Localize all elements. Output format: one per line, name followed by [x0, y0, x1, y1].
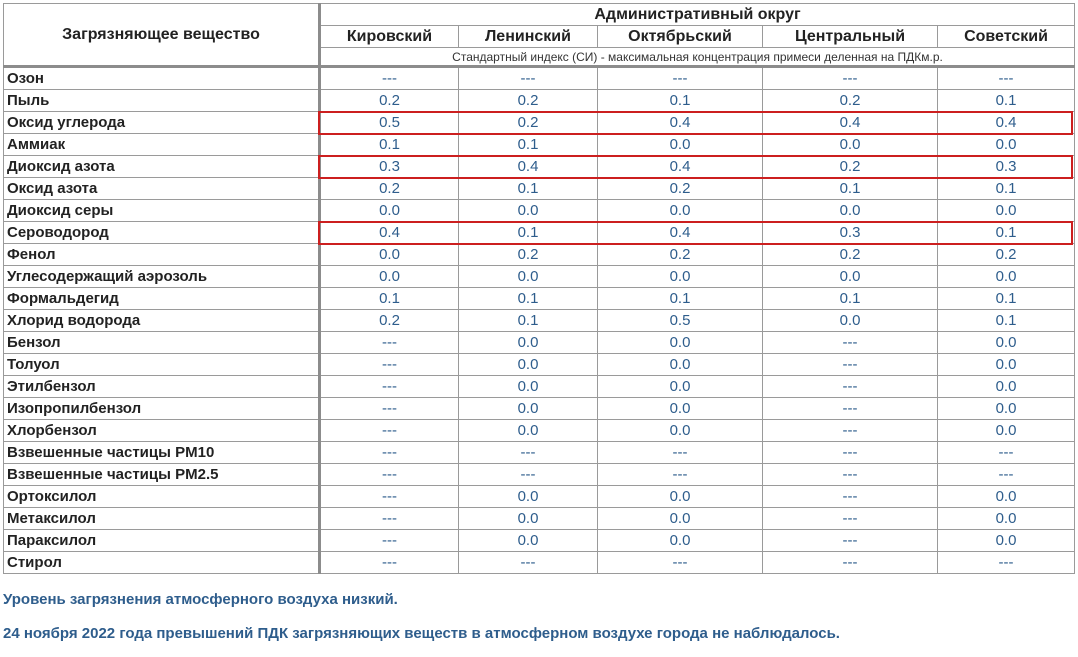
index-value: 0.0 — [938, 420, 1075, 442]
index-value: --- — [763, 398, 938, 420]
index-value: 0.0 — [598, 486, 763, 508]
index-value: 0.1 — [320, 134, 459, 156]
index-value: 0.0 — [598, 354, 763, 376]
index-value: 0.4 — [598, 222, 763, 244]
index-value: --- — [320, 464, 459, 486]
index-value: --- — [459, 442, 598, 464]
table-row — [4, 398, 1075, 420]
index-value: 0.2 — [459, 112, 598, 134]
table-row — [4, 222, 1075, 244]
index-value: --- — [763, 442, 938, 464]
table-row — [4, 200, 1075, 222]
district-group-header: Административный округ — [320, 4, 1075, 26]
table-row — [4, 332, 1075, 354]
index-value: 0.1 — [938, 288, 1075, 310]
index-value: 0.2 — [320, 90, 459, 112]
index-value: 0.0 — [938, 200, 1075, 222]
substance-column-header: Загрязняющее вещество — [4, 4, 320, 67]
table-row — [4, 67, 1075, 90]
index-note: Стандартный индекс (СИ) - максимальная концентрация примеси деленная на ПДКм.р. — [320, 48, 1075, 67]
table-row — [4, 156, 1075, 178]
index-value: --- — [763, 486, 938, 508]
table-row — [4, 552, 1075, 574]
table-row — [4, 530, 1075, 552]
substance-name: Фенол — [4, 244, 320, 266]
index-value: 0.2 — [763, 90, 938, 112]
index-value: 0.0 — [763, 200, 938, 222]
substance-name: Изопропилбензол — [4, 398, 320, 420]
district-header: Кировский — [320, 26, 459, 48]
index-value: --- — [320, 332, 459, 354]
index-value: 0.0 — [459, 508, 598, 530]
pollution-level-note: Уровень загрязнения атмосферного воздуха низкий. — [3, 591, 398, 608]
index-value: 0.0 — [938, 376, 1075, 398]
index-value: 0.0 — [320, 200, 459, 222]
index-value: 0.0 — [598, 376, 763, 398]
index-value: --- — [320, 552, 459, 574]
air-quality-table — [3, 3, 1075, 574]
index-value: 0.3 — [938, 156, 1075, 178]
index-value: 0.2 — [598, 178, 763, 200]
air-quality-table-wrapper — [3, 3, 1074, 574]
index-value: 0.1 — [763, 288, 938, 310]
substance-name: Ортоксилол — [4, 486, 320, 508]
index-value: --- — [320, 67, 459, 90]
table-row — [4, 376, 1075, 398]
index-value: 0.0 — [598, 420, 763, 442]
index-value: --- — [598, 464, 763, 486]
substance-name: Бензол — [4, 332, 320, 354]
substance-name: Стирол — [4, 552, 320, 574]
index-value: 0.0 — [320, 244, 459, 266]
index-value: 0.4 — [598, 112, 763, 134]
table-row — [4, 508, 1075, 530]
index-value: --- — [320, 354, 459, 376]
table-row — [4, 464, 1075, 486]
substance-name: Аммиак — [4, 134, 320, 156]
index-value: --- — [938, 552, 1075, 574]
index-value: 0.0 — [938, 266, 1075, 288]
index-value: 0.0 — [459, 200, 598, 222]
district-header: Октябрьский — [598, 26, 763, 48]
substance-name: Толуол — [4, 354, 320, 376]
substance-name: Сероводород — [4, 222, 320, 244]
index-value: 0.0 — [938, 354, 1075, 376]
substance-name: Формальдегид — [4, 288, 320, 310]
index-value: 0.0 — [598, 134, 763, 156]
index-value: 0.1 — [598, 288, 763, 310]
index-value: --- — [938, 67, 1075, 90]
table-row — [4, 354, 1075, 376]
index-value: 0.2 — [763, 156, 938, 178]
index-value: 0.0 — [938, 508, 1075, 530]
index-value: --- — [320, 442, 459, 464]
index-value: 0.4 — [320, 222, 459, 244]
index-value: --- — [763, 530, 938, 552]
index-value: --- — [763, 354, 938, 376]
index-value: 0.2 — [598, 244, 763, 266]
index-value: 0.5 — [598, 310, 763, 332]
summary-note: 24 ноября 2022 года превышений ПДК загрязняющих веществ в атмосферном воздухе города не наблюдалось. — [3, 625, 840, 642]
table-row — [4, 442, 1075, 464]
index-value: 0.0 — [763, 310, 938, 332]
index-value: 0.1 — [598, 90, 763, 112]
substance-name: Оксид углерода — [4, 112, 320, 134]
index-value: --- — [459, 464, 598, 486]
index-value: --- — [938, 442, 1075, 464]
index-value: 0.2 — [763, 244, 938, 266]
substance-name: Озон — [4, 67, 320, 90]
substance-name: Взвешенные частицы PM10 — [4, 442, 320, 464]
substance-name: Пыль — [4, 90, 320, 112]
index-value: --- — [320, 530, 459, 552]
table-row — [4, 288, 1075, 310]
index-value: --- — [320, 398, 459, 420]
substance-name: Диоксид серы — [4, 200, 320, 222]
index-value: 0.0 — [938, 134, 1075, 156]
index-value: 0.4 — [763, 112, 938, 134]
index-value: --- — [459, 552, 598, 574]
index-value: 0.0 — [598, 266, 763, 288]
index-value: --- — [763, 552, 938, 574]
index-value: 0.0 — [938, 332, 1075, 354]
index-value: --- — [598, 552, 763, 574]
index-value: 0.1 — [459, 134, 598, 156]
index-value: 0.1 — [459, 178, 598, 200]
index-value: --- — [320, 420, 459, 442]
substance-name: Хлорбензол — [4, 420, 320, 442]
index-value: 0.4 — [459, 156, 598, 178]
index-value: 0.1 — [938, 90, 1075, 112]
index-value: 0.4 — [598, 156, 763, 178]
index-value: 0.2 — [459, 90, 598, 112]
index-value: 0.0 — [459, 398, 598, 420]
index-value: 0.1 — [459, 310, 598, 332]
table-row — [4, 266, 1075, 288]
substance-name: Диоксид азота — [4, 156, 320, 178]
index-value: --- — [763, 508, 938, 530]
index-value: 0.0 — [598, 530, 763, 552]
index-value: 0.1 — [320, 288, 459, 310]
substance-name: Взвешенные частицы PM2.5 — [4, 464, 320, 486]
index-value: 0.0 — [938, 398, 1075, 420]
table-row — [4, 310, 1075, 332]
table-row — [4, 244, 1075, 266]
district-header: Ленинский — [459, 26, 598, 48]
index-value: 0.0 — [459, 486, 598, 508]
table-row — [4, 134, 1075, 156]
index-value: --- — [763, 376, 938, 398]
district-header: Центральный — [763, 26, 938, 48]
index-value: 0.1 — [938, 178, 1075, 200]
index-value: 0.1 — [938, 310, 1075, 332]
index-value: 0.1 — [459, 222, 598, 244]
index-value: 0.2 — [459, 244, 598, 266]
index-value: 0.0 — [459, 420, 598, 442]
index-value: 0.5 — [320, 112, 459, 134]
table-row — [4, 486, 1075, 508]
index-value: 0.0 — [763, 266, 938, 288]
index-value: --- — [763, 464, 938, 486]
index-value: 0.0 — [459, 354, 598, 376]
index-value: 0.0 — [320, 266, 459, 288]
substance-name: Этилбензол — [4, 376, 320, 398]
table-row — [4, 112, 1075, 134]
table-row — [4, 420, 1075, 442]
index-value: 0.0 — [459, 266, 598, 288]
index-value: --- — [763, 67, 938, 90]
substance-name: Углесодержащий аэрозоль — [4, 266, 320, 288]
index-value: --- — [320, 486, 459, 508]
index-value: 0.1 — [763, 178, 938, 200]
index-value: 0.0 — [459, 332, 598, 354]
index-value: 0.0 — [459, 530, 598, 552]
index-value: 0.0 — [763, 134, 938, 156]
index-value: --- — [763, 332, 938, 354]
substance-name: Параксилол — [4, 530, 320, 552]
index-value: 0.0 — [459, 376, 598, 398]
index-value: 0.1 — [938, 222, 1075, 244]
index-value: --- — [763, 420, 938, 442]
substance-name: Метаксилол — [4, 508, 320, 530]
index-value: 0.3 — [320, 156, 459, 178]
index-value: 0.3 — [763, 222, 938, 244]
table-row — [4, 90, 1075, 112]
table-row — [4, 178, 1075, 200]
index-value: 0.0 — [938, 486, 1075, 508]
index-value: 0.0 — [598, 398, 763, 420]
index-value: --- — [938, 464, 1075, 486]
substance-name: Оксид азота — [4, 178, 320, 200]
substance-name: Хлорид водорода — [4, 310, 320, 332]
index-value: --- — [598, 67, 763, 90]
index-value: 0.1 — [459, 288, 598, 310]
index-value: 0.4 — [938, 112, 1075, 134]
index-value: 0.0 — [598, 332, 763, 354]
index-value: 0.0 — [938, 530, 1075, 552]
district-header: Советский — [938, 26, 1075, 48]
index-value: 0.2 — [320, 178, 459, 200]
index-value: --- — [320, 508, 459, 530]
index-value: 0.0 — [598, 508, 763, 530]
index-value: 0.2 — [938, 244, 1075, 266]
index-value: 0.0 — [598, 200, 763, 222]
index-value: --- — [320, 376, 459, 398]
index-value: 0.2 — [320, 310, 459, 332]
index-value: --- — [598, 442, 763, 464]
index-value: --- — [459, 67, 598, 90]
